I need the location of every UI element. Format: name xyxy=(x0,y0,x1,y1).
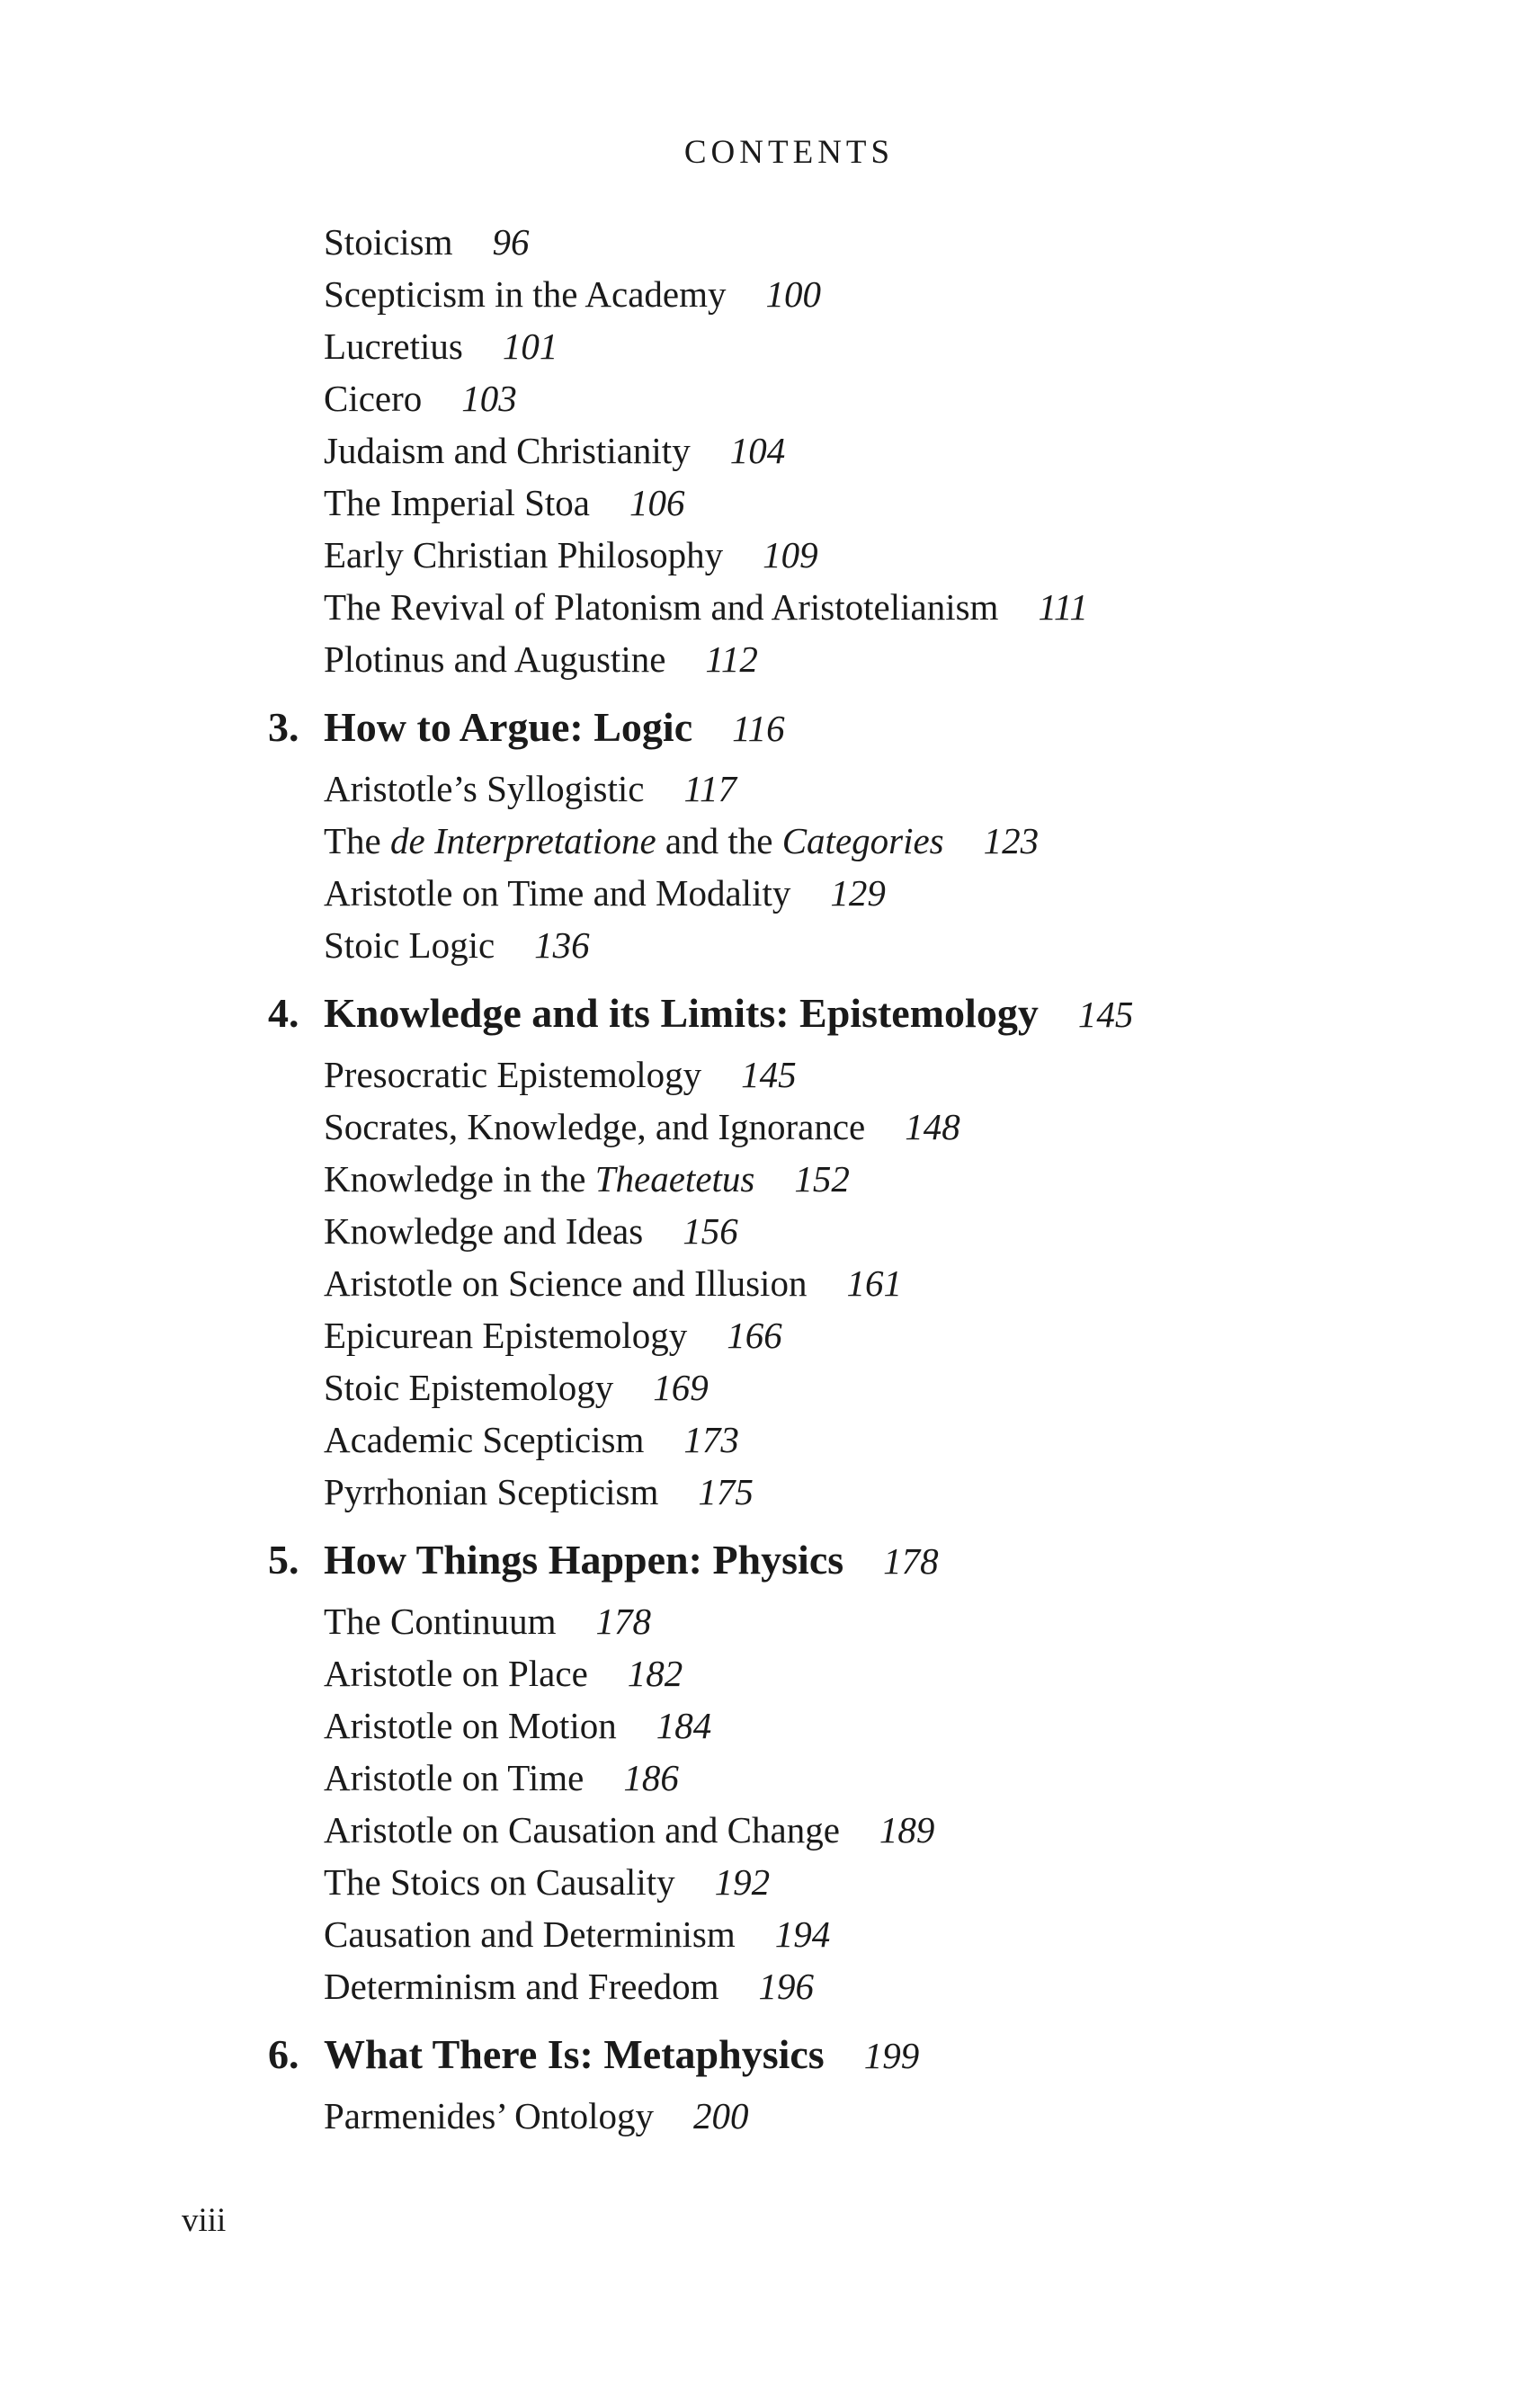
toc-entry xyxy=(324,815,1535,867)
entry-page: 200 xyxy=(693,2095,749,2136)
entry-title: Aristotle on Time and Modality xyxy=(324,872,791,914)
chapter-page: 199 xyxy=(863,2035,920,2076)
toc-entry xyxy=(324,216,1535,268)
toc-entry xyxy=(324,1699,1535,1752)
toc-entry xyxy=(324,424,1535,477)
toc-entry xyxy=(324,1804,1535,1856)
entry-title: Knowledge and Ideas xyxy=(324,1210,644,1252)
chapter-title: How Things Happen: Physics xyxy=(324,1537,844,1583)
toc-entry xyxy=(324,919,1535,971)
entry-page: 112 xyxy=(705,638,758,680)
entry-title: Pyrrhonian Scepticism xyxy=(324,1471,659,1512)
toc-entry xyxy=(324,2090,1535,2142)
entry-title: Lucretius xyxy=(324,326,463,367)
chapter-heading-6 xyxy=(268,2020,1535,2090)
chapter-heading-5 xyxy=(268,1525,1535,1595)
toc-entry xyxy=(324,529,1535,581)
entry-title: The Stoics on Causality xyxy=(324,1861,675,1903)
entry-title: Aristotle on Causation and Change xyxy=(324,1809,840,1851)
toc-entry xyxy=(324,372,1535,424)
entry-page: 148 xyxy=(905,1106,960,1147)
entry-title: Academic Scepticism xyxy=(324,1419,645,1460)
entry-page: 106 xyxy=(629,482,685,523)
entry-page: 173 xyxy=(683,1419,739,1460)
toc-entry xyxy=(324,1908,1535,1960)
entry-page: 182 xyxy=(627,1653,683,1694)
entry-page: 175 xyxy=(698,1471,754,1512)
entry-page: 194 xyxy=(774,1913,831,1955)
chapter-title: What There Is: Metaphysics xyxy=(324,2031,825,2077)
toc-entry xyxy=(324,1647,1535,1699)
toc-entry xyxy=(324,1752,1535,1804)
entry-page: 145 xyxy=(741,1054,797,1095)
entry-title xyxy=(324,1158,754,1200)
toc-entry xyxy=(324,581,1535,633)
entry-page: 186 xyxy=(623,1757,679,1798)
chapter-page: 178 xyxy=(883,1540,939,1582)
toc-entry xyxy=(324,1205,1535,1257)
chapter-heading-4 xyxy=(268,978,1535,1048)
chapter-page: 145 xyxy=(1077,994,1134,1035)
chapter-number: 3. xyxy=(268,704,299,750)
toc-entry xyxy=(324,1257,1535,1309)
table-of-contents xyxy=(0,216,1535,2142)
toc-entry xyxy=(324,1414,1535,1466)
toc-entry xyxy=(324,867,1535,919)
toc-entry xyxy=(324,1153,1535,1205)
entry-title: Presocratic Epistemology xyxy=(324,1054,702,1095)
entry-title: Cicero xyxy=(324,378,423,419)
entry-title: Early Christian Philosophy xyxy=(324,534,724,575)
title-part-italic: Theaetetus xyxy=(594,1158,755,1200)
entry-title: Parmenides’ Ontology xyxy=(324,2095,655,2136)
entry-title: Aristotle on Time xyxy=(324,1757,585,1798)
entry-title: Aristotle on Science and Illusion xyxy=(324,1262,808,1304)
page-number: viii xyxy=(182,2202,227,2239)
chapter-page: 116 xyxy=(732,708,785,749)
entry-page: 196 xyxy=(758,1966,815,2007)
toc-entry xyxy=(324,763,1535,815)
chapter-title: How to Argue: Logic xyxy=(324,704,693,750)
entry-title: Stoic Epistemology xyxy=(324,1367,614,1408)
toc-entry xyxy=(324,1960,1535,2012)
entry-title: Plotinus and Augustine xyxy=(324,638,666,680)
entry-page: 152 xyxy=(794,1158,850,1200)
toc-entry xyxy=(324,320,1535,372)
chapter-number: 5. xyxy=(268,1537,299,1583)
entry-page: 103 xyxy=(461,378,517,419)
chapter-heading-3 xyxy=(268,692,1535,763)
title-part: and the xyxy=(656,820,782,861)
entry-title: Aristotle on Motion xyxy=(324,1705,617,1746)
toc-entry xyxy=(324,1856,1535,1908)
title-part-italic: de Interpretatione xyxy=(390,820,656,861)
entry-title: Determinism and Freedom xyxy=(324,1966,719,2007)
toc-entry xyxy=(324,633,1535,685)
entry-page: 178 xyxy=(595,1601,652,1642)
entry-title: Stoicism xyxy=(324,221,453,263)
entry-page: 109 xyxy=(763,534,818,575)
entry-title xyxy=(324,820,944,861)
entry-title: Scepticism in the Academy xyxy=(324,273,727,315)
toc-entry xyxy=(324,1595,1535,1647)
toc-entry xyxy=(324,1048,1535,1101)
entry-page: 100 xyxy=(765,273,821,315)
entry-page: 117 xyxy=(683,768,736,809)
entry-page: 111 xyxy=(1038,586,1088,628)
entry-title: Epicurean Epistemology xyxy=(324,1315,688,1356)
entry-title: Socrates, Knowledge, and Ignorance xyxy=(324,1106,866,1147)
chapter-number: 6. xyxy=(268,2031,299,2077)
entry-title: Aristotle on Place xyxy=(324,1653,588,1694)
entry-page: 96 xyxy=(492,221,530,263)
entry-page: 184 xyxy=(656,1705,712,1746)
entry-page: 192 xyxy=(714,1861,771,1903)
entry-title: Causation and Determinism xyxy=(324,1913,736,1955)
entry-page: 156 xyxy=(683,1210,738,1252)
toc-entry xyxy=(324,477,1535,529)
entry-title: Judaism and Christianity xyxy=(324,430,691,471)
entry-page: 101 xyxy=(502,326,558,367)
entry-title: The Continuum xyxy=(324,1601,557,1642)
title-part-italic: Categories xyxy=(781,820,944,861)
toc-entry xyxy=(324,1309,1535,1361)
entry-title: The Imperial Stoa xyxy=(324,482,591,523)
title-part: The xyxy=(324,820,390,861)
entry-title: Aristotle’s Syllogistic xyxy=(324,768,645,809)
toc-entry xyxy=(324,1466,1535,1518)
entry-page: 169 xyxy=(653,1367,709,1408)
toc-entry xyxy=(324,1101,1535,1153)
title-part: Knowledge in the xyxy=(324,1158,595,1200)
entry-page: 161 xyxy=(846,1262,902,1304)
entry-page: 123 xyxy=(983,820,1040,861)
chapter-title: Knowledge and its Limits: Epistemology xyxy=(324,990,1039,1036)
entry-title: Stoic Logic xyxy=(324,924,495,966)
chapter-number: 4. xyxy=(268,990,299,1036)
entry-page: 136 xyxy=(534,924,590,966)
toc-entry xyxy=(324,268,1535,320)
entry-page: 104 xyxy=(729,430,786,471)
toc-entry xyxy=(324,1361,1535,1414)
running-head: CONTENTS xyxy=(683,134,895,171)
entry-page: 189 xyxy=(879,1809,935,1851)
entry-page: 166 xyxy=(727,1315,782,1356)
entry-title: The Revival of Platonism and Aristotelianism xyxy=(324,586,999,628)
entry-page: 129 xyxy=(830,872,886,914)
